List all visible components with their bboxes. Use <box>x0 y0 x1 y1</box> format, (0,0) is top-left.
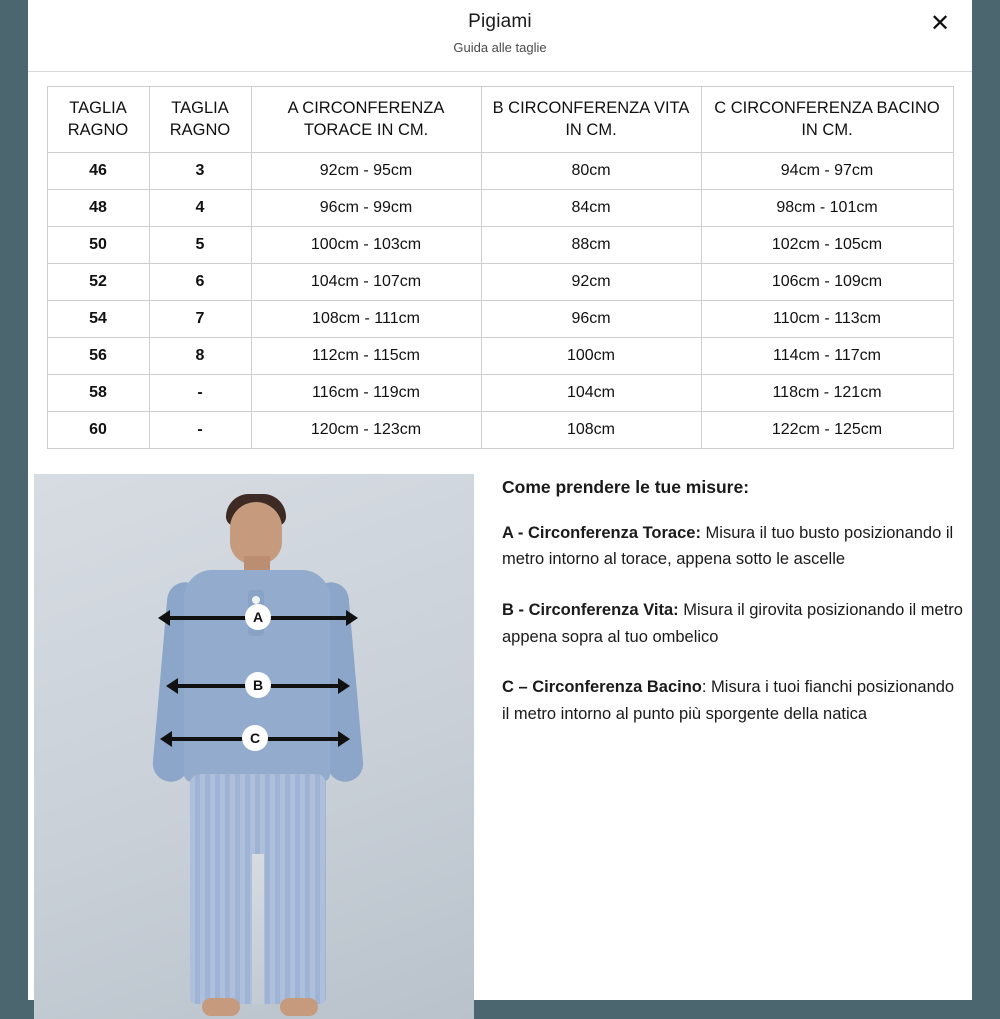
measure-badge-a: A <box>245 604 271 630</box>
measure-arrow-b <box>166 674 350 696</box>
size-table-container <box>28 72 972 449</box>
model-leg-gap <box>252 854 264 1004</box>
measure-arrow-a <box>158 606 358 628</box>
table-row <box>47 337 953 374</box>
table-cell: 120cm - 123cm <box>251 411 481 448</box>
table-cell: 3 <box>149 152 251 189</box>
model-foot-right <box>280 998 318 1016</box>
table-cell: 100cm <box>481 337 701 374</box>
table-cell: 4 <box>149 189 251 226</box>
table-cell: - <box>149 374 251 411</box>
table-header-cell: TAGLIA RAGNO <box>149 87 251 153</box>
table-cell: 84cm <box>481 189 701 226</box>
table-row <box>47 374 953 411</box>
page-subtitle: Guida alle taglie <box>453 40 547 55</box>
table-cell: 104cm - 107cm <box>251 263 481 300</box>
table-cell: 116cm - 119cm <box>251 374 481 411</box>
table-cell: 96cm <box>481 300 701 337</box>
table-row <box>47 226 953 263</box>
model-button <box>252 596 260 604</box>
table-cell: 5 <box>149 226 251 263</box>
page-title: Pigiami <box>468 11 532 32</box>
table-cell: 50 <box>47 226 149 263</box>
table-row <box>47 411 953 448</box>
table-cell: 94cm - 97cm <box>701 152 953 189</box>
instruction-text: Misura il girovita posizionando il metro appena sopra al tuo ombelico <box>502 600 963 646</box>
table-row <box>47 152 953 189</box>
table-header-row <box>47 87 953 153</box>
model-photo <box>34 474 474 1019</box>
instruction-label: C – Circonferenza Bacino <box>502 678 702 697</box>
table-cell: 102cm - 105cm <box>701 226 953 263</box>
table-cell: 104cm <box>481 374 701 411</box>
table-cell: 98cm - 101cm <box>701 189 953 226</box>
table-cell: 108cm - 111cm <box>251 300 481 337</box>
table-cell: 7 <box>149 300 251 337</box>
table-row <box>47 263 953 300</box>
table-cell: 58 <box>47 374 149 411</box>
instruction-label: A - Circonferenza Torace: <box>502 523 701 542</box>
table-cell: 6 <box>149 263 251 300</box>
instructions-panel <box>492 474 966 1019</box>
arrow-head-left <box>158 610 170 626</box>
measurement-section <box>28 449 972 1019</box>
arrow-head-left <box>160 731 172 747</box>
table-row <box>47 189 953 226</box>
table-header-cell: C CIRCONFERENZA BACINO IN CM. <box>701 87 953 153</box>
measure-arrow-c <box>160 727 350 749</box>
arrow-head-right <box>338 731 350 747</box>
table-cell: 114cm - 117cm <box>701 337 953 374</box>
table-cell: 80cm <box>481 152 701 189</box>
table-header-cell: A CIRCONFERENZA TORACE IN CM. <box>251 87 481 153</box>
table-cell: 108cm <box>481 411 701 448</box>
table-row <box>47 300 953 337</box>
table-cell: 52 <box>47 263 149 300</box>
size-table <box>47 86 954 449</box>
model-head <box>230 502 282 564</box>
instruction-text: Misura il tuo busto posizionando il metro intorno al torace, appena sotto le ascelle <box>502 523 954 569</box>
table-cell: 46 <box>47 152 149 189</box>
table-header-cell: B CIRCONFERENZA VITA IN CM. <box>481 87 701 153</box>
modal-header <box>28 0 972 72</box>
table-cell: 106cm - 109cm <box>701 263 953 300</box>
table-cell: 60 <box>47 411 149 448</box>
instruction-item <box>502 597 966 650</box>
table-cell: 122cm - 125cm <box>701 411 953 448</box>
table-cell: 92cm <box>481 263 701 300</box>
arrow-head-right <box>346 610 358 626</box>
instruction-label: B - Circonferenza Vita: <box>502 600 679 619</box>
table-cell: 118cm - 121cm <box>701 374 953 411</box>
size-guide-modal <box>28 0 972 1000</box>
arrow-head-left <box>166 678 178 694</box>
measure-badge-c: C <box>242 725 268 751</box>
measure-badge-b: B <box>245 672 271 698</box>
instruction-text: : Misura i tuoi fianchi posizionando il metro intorno al punto più sporgente della natica <box>502 678 955 724</box>
table-cell: 100cm - 103cm <box>251 226 481 263</box>
instruction-item <box>502 674 966 727</box>
table-cell: 110cm - 113cm <box>701 300 953 337</box>
table-cell: 54 <box>47 300 149 337</box>
instructions-title: Come prendere le tue misure: <box>502 476 750 497</box>
table-cell: 56 <box>47 337 149 374</box>
table-cell: - <box>149 411 251 448</box>
instruction-item <box>502 520 966 573</box>
table-cell: 92cm - 95cm <box>251 152 481 189</box>
table-cell: 88cm <box>481 226 701 263</box>
table-cell: 96cm - 99cm <box>251 189 481 226</box>
table-cell: 8 <box>149 337 251 374</box>
model-foot-left <box>202 998 240 1016</box>
table-body <box>47 152 953 448</box>
table-cell: 48 <box>47 189 149 226</box>
table-header-cell: TAGLIA RAGNO <box>47 87 149 153</box>
close-icon[interactable]: ✕ <box>924 8 956 40</box>
table-cell: 112cm - 115cm <box>251 337 481 374</box>
arrow-head-right <box>338 678 350 694</box>
